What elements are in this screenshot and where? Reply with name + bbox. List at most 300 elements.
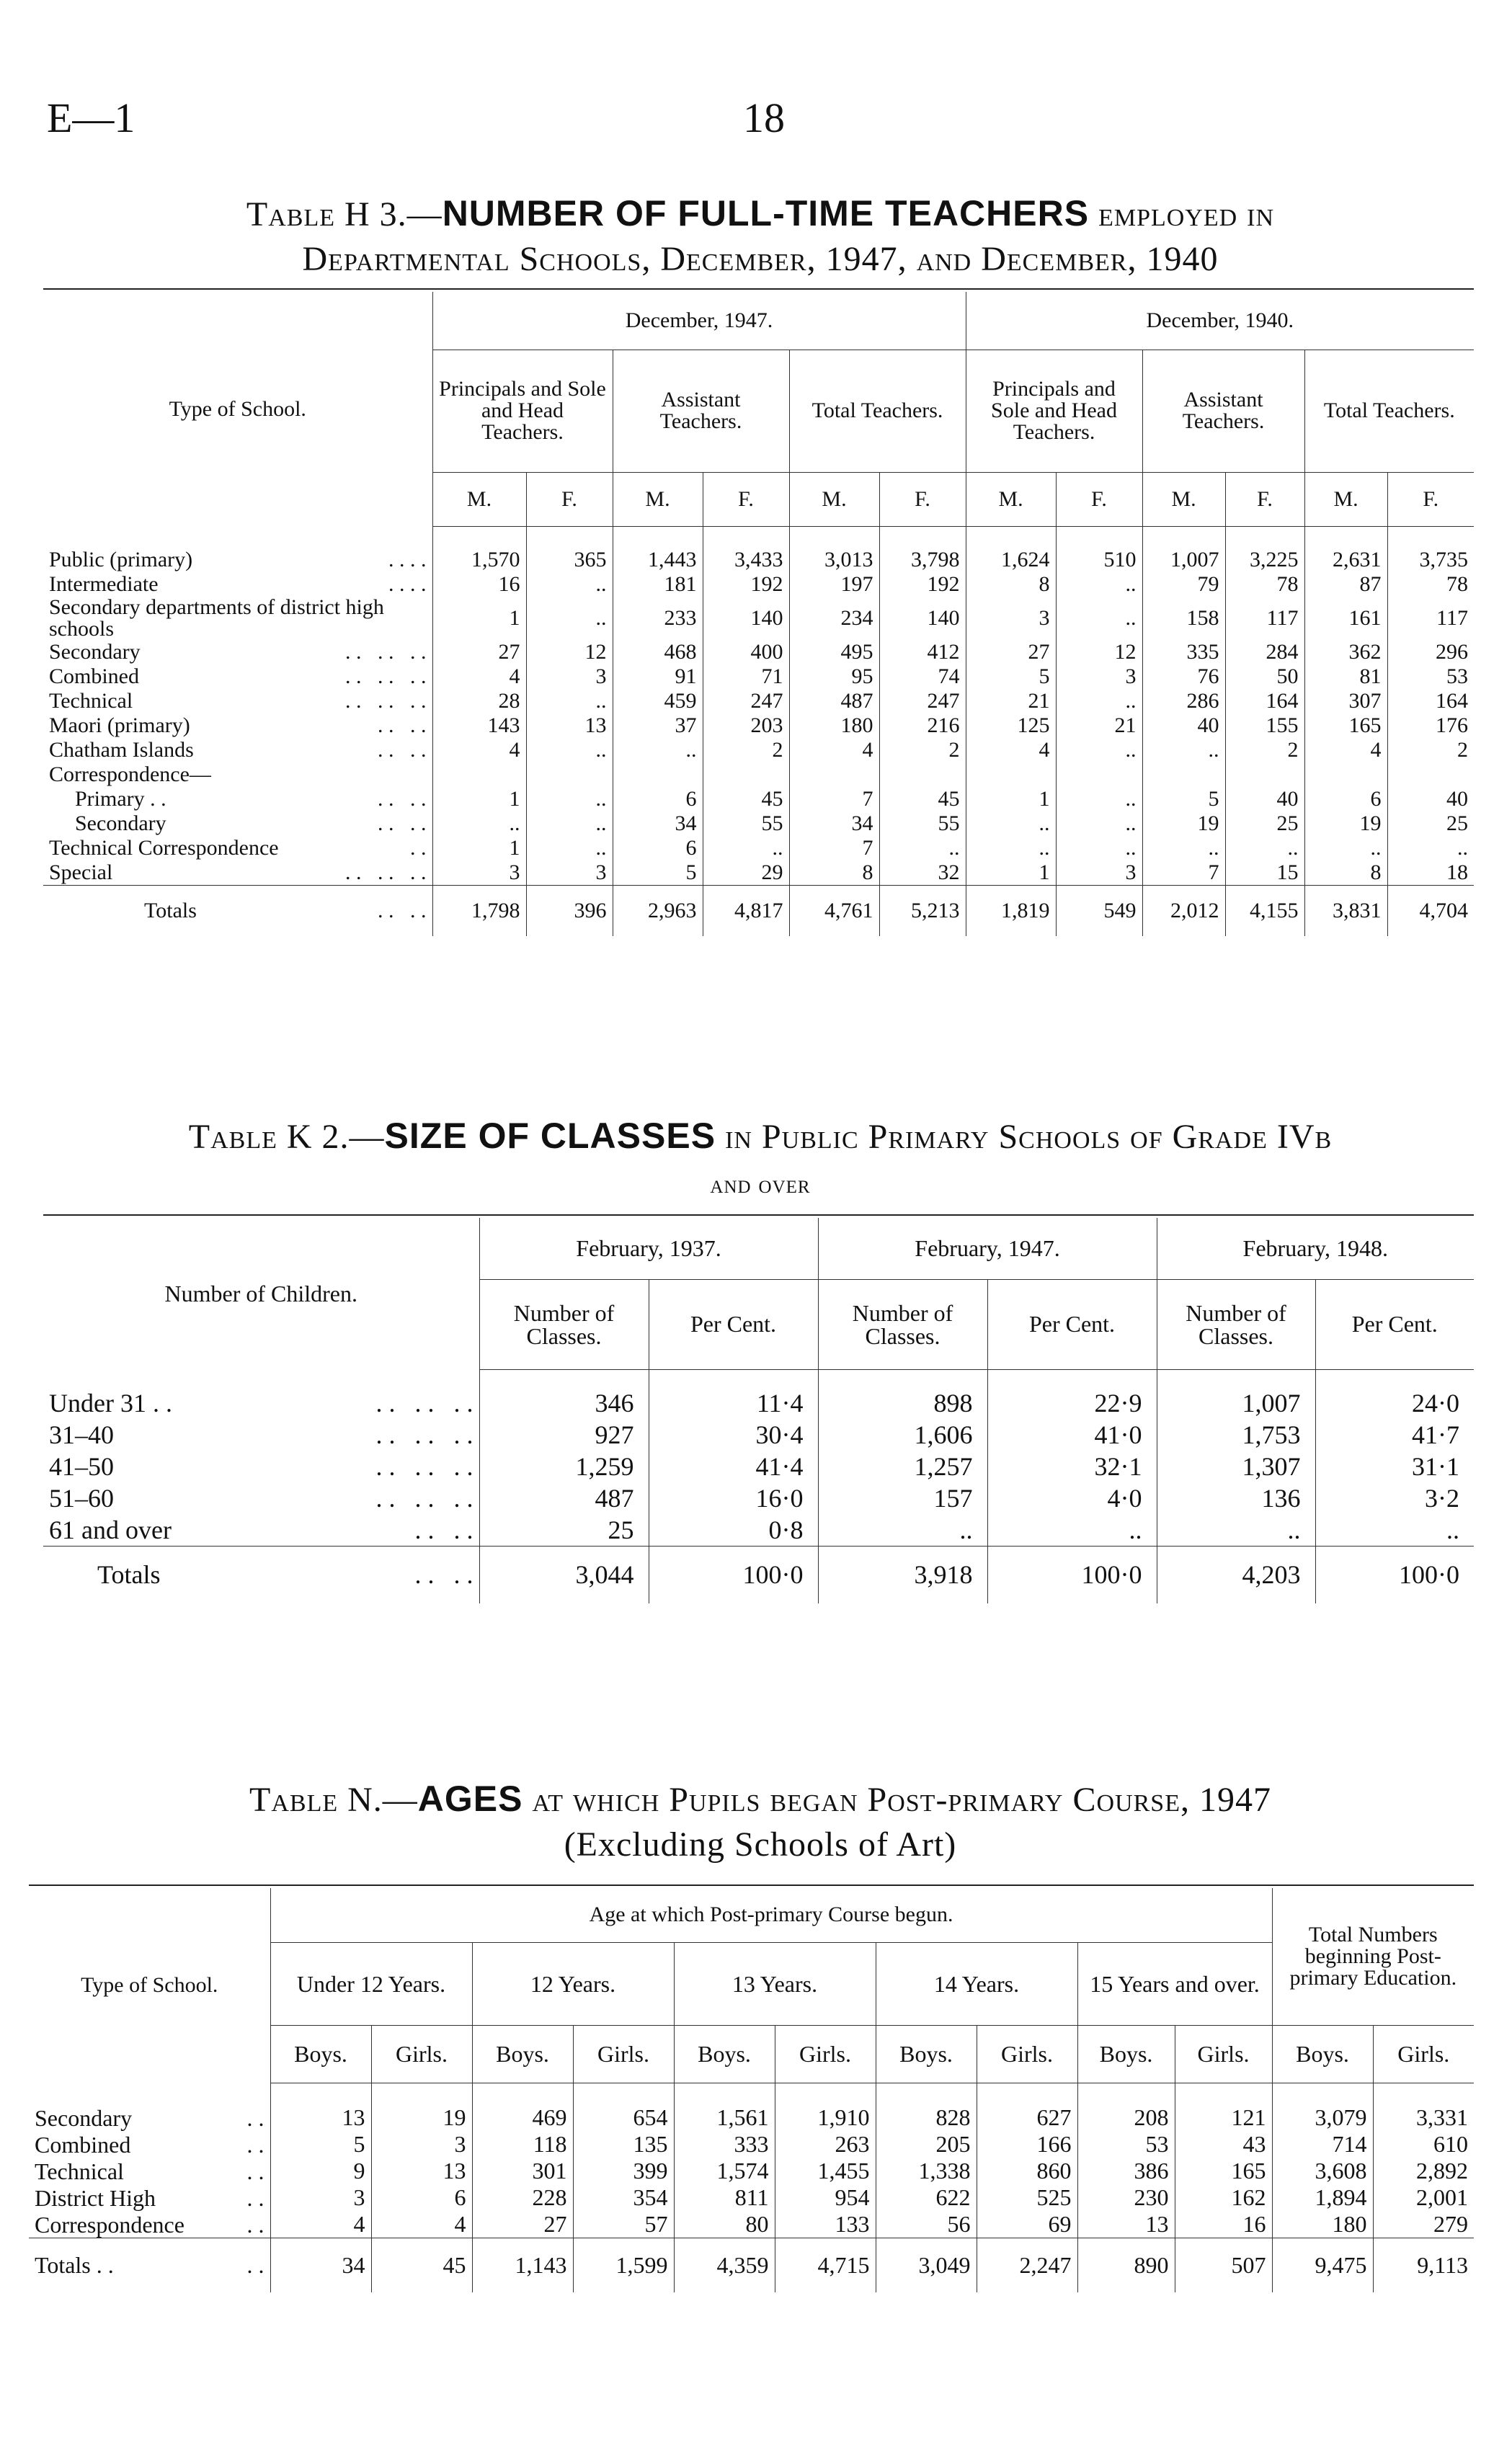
- table-row: [29, 2104, 1474, 2131]
- cell-value: 32·1: [987, 1451, 1157, 1482]
- cell-value: 301: [472, 2158, 573, 2184]
- cell-value: 549: [1056, 886, 1142, 936]
- cell-value: 3: [526, 860, 613, 886]
- cell-value: 4: [432, 664, 526, 689]
- spacer: [573, 2083, 674, 2104]
- cell-value: 208: [1077, 2104, 1175, 2131]
- cell-value: 346: [479, 1387, 649, 1419]
- leader-dots: . . . .: [388, 572, 427, 596]
- leader-dots: . . . .: [414, 1515, 473, 1544]
- cell-value: 2: [703, 738, 789, 762]
- spacer: [1225, 526, 1304, 548]
- cell-value: 164: [1225, 689, 1304, 713]
- row-label: [43, 597, 432, 640]
- row-label: [29, 2104, 270, 2131]
- cell-value: 25: [1387, 811, 1474, 836]
- cell-value: 860: [977, 2158, 1077, 2184]
- cell-value: 362: [1304, 640, 1387, 664]
- table-row: [29, 2131, 1474, 2158]
- row-label-text: Intermediate: [49, 572, 159, 596]
- row-label: [43, 713, 432, 738]
- boys-header: Boys.: [270, 2025, 371, 2083]
- cell-value: 510: [1056, 548, 1142, 572]
- cell-value: 117: [1225, 597, 1304, 640]
- totals-row: [43, 886, 1474, 936]
- cell-value: 0·8: [649, 1514, 818, 1546]
- cell-value: 12: [1056, 640, 1142, 664]
- boys-header: Boys.: [674, 2025, 775, 2083]
- row-label-text: 51–60: [49, 1484, 114, 1513]
- cell-value: 284: [1225, 640, 1304, 664]
- cell-value: 32: [879, 860, 966, 886]
- cell-value: 1,599: [573, 2238, 674, 2292]
- cell-value: 247: [703, 689, 789, 713]
- row-label-text: Maori (primary): [49, 713, 190, 737]
- cell-value: [1387, 762, 1474, 787]
- row-label-text: Totals: [144, 898, 197, 922]
- cell-value: 133: [775, 2211, 876, 2238]
- per-cent-header: Per Cent.: [1315, 1279, 1474, 1369]
- cell-value: 4,761: [789, 886, 879, 936]
- male-header: M.: [966, 472, 1056, 526]
- cell-value: 91: [613, 664, 703, 689]
- cell-value: 1,007: [1142, 548, 1225, 572]
- cell-value: 396: [526, 886, 613, 936]
- girls-header: Girls.: [573, 2025, 674, 2083]
- cell-value: 181: [613, 572, 703, 597]
- period-1947: December, 1947.: [432, 292, 966, 350]
- row-label-text: Under 31 . .: [49, 1389, 172, 1418]
- cell-value: 117: [1387, 597, 1474, 640]
- cell-value: 81: [1304, 664, 1387, 689]
- leader-dots: . . . .: [388, 548, 427, 571]
- cell-value: 3,013: [789, 548, 879, 572]
- cell-value: 71: [703, 664, 789, 689]
- cell-value: 78: [1225, 572, 1304, 597]
- spacer: [649, 1369, 818, 1387]
- leader-dots: . .: [246, 2252, 264, 2279]
- cell-value: 40: [1142, 713, 1225, 738]
- spacer: [526, 526, 613, 548]
- cell-value: ..: [1225, 836, 1304, 860]
- female-header: F.: [703, 472, 789, 526]
- row-label-text: Secondary departments of district high schools: [49, 597, 384, 640]
- age-group-header: Under 12 Years.: [270, 1942, 472, 2025]
- row-label-text: Chatham Islands: [49, 738, 194, 762]
- cell-value: ..: [987, 1514, 1157, 1546]
- children-header: Number of Children.: [164, 1280, 357, 1307]
- row-label-text: Combined: [49, 664, 139, 688]
- cell-value: 1,910: [775, 2104, 876, 2131]
- leader-dots: . . . .: [378, 738, 427, 762]
- cell-value: 136: [1157, 1482, 1315, 1514]
- leader-dots: . . . . . .: [345, 664, 427, 688]
- cell-value: 55: [703, 811, 789, 836]
- cell-value: 28: [432, 689, 526, 713]
- row-label: [43, 548, 432, 572]
- cell-value: 4: [270, 2211, 371, 2238]
- cell-value: 3,433: [703, 548, 789, 572]
- cell-value: 335: [1142, 640, 1225, 664]
- row-label-text: Totals: [97, 1560, 161, 1590]
- row-label-text: Primary . .: [75, 787, 166, 811]
- leader-dots: . .: [246, 2184, 264, 2211]
- cell-value: 828: [876, 2104, 977, 2131]
- female-header: F.: [1387, 472, 1474, 526]
- cell-value: 25: [1225, 811, 1304, 836]
- cell-value: 78: [1387, 572, 1474, 597]
- cell-value: 7: [1142, 860, 1225, 886]
- leader-dots: . . . . . .: [345, 689, 427, 713]
- table-n-title: Table N.—AGES at which Pupils began Post-primary Course, 1947 (Excluding Schools of Art): [249, 1779, 1271, 1864]
- leader-dots: . . . . . .: [345, 640, 427, 664]
- totals-row: [29, 2238, 1474, 2292]
- table-row: [43, 860, 1474, 886]
- cell-value: 74: [879, 664, 966, 689]
- row-label: [43, 572, 432, 597]
- cell-value: 386: [1077, 2158, 1175, 2184]
- cell-value: 180: [789, 713, 879, 738]
- spacer: [876, 2083, 977, 2104]
- cell-value: [1304, 762, 1387, 787]
- cell-value: 25: [479, 1514, 649, 1546]
- cell-value: [432, 762, 526, 787]
- cell-value: 2,012: [1142, 886, 1225, 936]
- spacer: [29, 2083, 270, 2104]
- page-number: 18: [743, 94, 785, 141]
- row-label: [43, 1482, 479, 1514]
- row-label-text: Technical: [49, 689, 133, 713]
- cell-value: 507: [1175, 2238, 1272, 2292]
- cell-value: 610: [1373, 2131, 1474, 2158]
- cell-value: 157: [818, 1482, 987, 1514]
- cell-value: 1,443: [613, 548, 703, 572]
- leader-dots: . . . . . .: [375, 1420, 473, 1449]
- cell-value: 53: [1077, 2131, 1175, 2158]
- spacer: [818, 1369, 987, 1387]
- cell-value: 286: [1142, 689, 1225, 713]
- cell-value: 30·4: [649, 1419, 818, 1451]
- cell-value: 6: [371, 2184, 472, 2211]
- cell-value: 495: [789, 640, 879, 664]
- leader-dots: . .: [410, 836, 427, 860]
- cell-value: 2: [1387, 738, 1474, 762]
- male-header: M.: [1142, 472, 1225, 526]
- cell-value: [966, 762, 1056, 787]
- spacer: [43, 1369, 479, 1387]
- cell-value: 954: [775, 2184, 876, 2211]
- spacer: [1157, 1369, 1315, 1387]
- cell-value: 21: [966, 689, 1056, 713]
- female-header: F.: [526, 472, 613, 526]
- table-row: [29, 2211, 1474, 2238]
- cell-value: 4,715: [775, 2238, 876, 2292]
- cell-value: 890: [1077, 2238, 1175, 2292]
- cell-value: 4: [1304, 738, 1387, 762]
- cell-value: 1,798: [432, 886, 526, 936]
- row-label: [29, 2211, 270, 2238]
- cell-value: 234: [789, 597, 879, 640]
- cell-value: 16: [432, 572, 526, 597]
- row-label-text: Secondary: [75, 811, 166, 835]
- period-1940: December, 1940.: [966, 292, 1474, 350]
- cell-value: 2,247: [977, 2238, 1077, 2292]
- group-principals: Principals and Sole and Head Teachers.: [432, 350, 613, 472]
- cell-value: 3,044: [479, 1546, 649, 1603]
- cell-value: 1: [966, 787, 1056, 811]
- table-row: [43, 787, 1474, 811]
- cell-value: 5,213: [879, 886, 966, 936]
- table-k2: [43, 1218, 1474, 1603]
- male-header: M.: [432, 472, 526, 526]
- cell-value: 50: [1225, 664, 1304, 689]
- spacer: [270, 2083, 371, 2104]
- cell-value: 1,307: [1157, 1451, 1315, 1482]
- group-assistant: Assistant Teachers.: [1142, 350, 1304, 472]
- row-label: [29, 2158, 270, 2184]
- total-numbers-header: Total Numbers beginning Post-primary Education.: [1272, 1888, 1474, 2025]
- cell-value: 7: [789, 787, 879, 811]
- cell-value: 714: [1272, 2131, 1373, 2158]
- cell-value: 333: [674, 2131, 775, 2158]
- cell-value: ..: [879, 836, 966, 860]
- cell-value: 230: [1077, 2184, 1175, 2211]
- cell-value: 1,894: [1272, 2184, 1373, 2211]
- cell-value: 41·4: [649, 1451, 818, 1482]
- row-label-text: 61 and over: [49, 1515, 172, 1544]
- cell-value: ..: [613, 738, 703, 762]
- cell-value: ..: [1056, 811, 1142, 836]
- cell-value: 18: [1387, 860, 1474, 886]
- cell-value: 203: [703, 713, 789, 738]
- cell-value: 233: [613, 597, 703, 640]
- cell-value: 100·0: [649, 1546, 818, 1603]
- cell-value: 1,570: [432, 548, 526, 572]
- type-header: Type of School.: [81, 1973, 218, 1997]
- cell-value: ..: [526, 572, 613, 597]
- spacer: [966, 526, 1056, 548]
- cell-value: [703, 762, 789, 787]
- cell-value: 622: [876, 2184, 977, 2211]
- cell-value: 3: [432, 860, 526, 886]
- table-n: [29, 1888, 1474, 2292]
- cell-value: 9: [270, 2158, 371, 2184]
- cell-value: 8: [966, 572, 1056, 597]
- cell-value: 76: [1142, 664, 1225, 689]
- leader-dots: . . . .: [378, 787, 427, 811]
- spacer: [703, 526, 789, 548]
- cell-value: 40: [1387, 787, 1474, 811]
- cell-value: 307: [1304, 689, 1387, 713]
- cell-value: [1142, 762, 1225, 787]
- cell-value: ..: [1157, 1514, 1315, 1546]
- row-label-text: Combined: [35, 2131, 131, 2158]
- cell-value: 164: [1387, 689, 1474, 713]
- table-row: [43, 548, 1474, 572]
- cell-value: 9,475: [1272, 2238, 1373, 2292]
- male-header: M.: [613, 472, 703, 526]
- cell-value: 469: [472, 2104, 573, 2131]
- cell-value: 100·0: [987, 1546, 1157, 1603]
- cell-value: 525: [977, 2184, 1077, 2211]
- boys-header: Boys.: [1077, 2025, 1175, 2083]
- girls-header: Girls.: [775, 2025, 876, 2083]
- cell-value: 1,143: [472, 2238, 573, 2292]
- cell-value: 87: [1304, 572, 1387, 597]
- spacer: [1272, 2083, 1373, 2104]
- cell-value: 143: [432, 713, 526, 738]
- row-label: [43, 860, 432, 886]
- spacer: [1373, 2083, 1474, 2104]
- spacer: [1304, 526, 1387, 548]
- spacer: [479, 1369, 649, 1387]
- male-header: M.: [789, 472, 879, 526]
- cell-value: 180: [1272, 2211, 1373, 2238]
- row-label: [43, 886, 432, 936]
- table-row: [43, 572, 1474, 597]
- cell-value: 1,574: [674, 2158, 775, 2184]
- cell-value: 16: [1175, 2211, 1272, 2238]
- female-header: F.: [1056, 472, 1142, 526]
- table-row: [43, 738, 1474, 762]
- cell-value: 2,631: [1304, 548, 1387, 572]
- cell-value: 155: [1225, 713, 1304, 738]
- cell-value: 627: [977, 2104, 1077, 2131]
- spacer: [1315, 1369, 1474, 1387]
- cell-value: 3,331: [1373, 2104, 1474, 2131]
- table-row: [29, 2158, 1474, 2184]
- cell-value: 192: [879, 572, 966, 597]
- cell-value: ..: [526, 811, 613, 836]
- cell-value: 45: [371, 2238, 472, 2292]
- table-row: [43, 1451, 1474, 1482]
- leader-dots: . . . . . .: [375, 1452, 473, 1481]
- rule: [43, 288, 1474, 290]
- rule: [29, 1884, 1474, 1886]
- cell-value: ..: [1142, 738, 1225, 762]
- cell-value: 1,753: [1157, 1419, 1315, 1451]
- cell-value: 263: [775, 2131, 876, 2158]
- group-total: Total Teachers.: [789, 350, 966, 472]
- row-label-text: Technical Correspondence: [49, 836, 279, 860]
- cell-value: 53: [1387, 664, 1474, 689]
- cell-value: 1: [432, 836, 526, 860]
- row-label-text: Totals . .: [35, 2252, 114, 2279]
- cell-value: ..: [1056, 689, 1142, 713]
- cell-value: 15: [1225, 860, 1304, 886]
- cell-value: 205: [876, 2131, 977, 2158]
- cell-value: 654: [573, 2104, 674, 2131]
- leader-dots: . . . .: [378, 811, 427, 835]
- page-code: E—1: [47, 94, 135, 141]
- cell-value: 5: [613, 860, 703, 886]
- type-header: Type of School.: [169, 396, 306, 421]
- cell-value: 21: [1056, 713, 1142, 738]
- female-header: F.: [879, 472, 966, 526]
- spacer: [613, 526, 703, 548]
- table-row: [43, 1482, 1474, 1514]
- girls-header: Girls.: [1175, 2025, 1272, 2083]
- per-cent-header: Per Cent.: [987, 1279, 1157, 1369]
- row-label: [43, 689, 432, 713]
- leader-dots: . . . .: [378, 713, 427, 737]
- table-row: [43, 1514, 1474, 1546]
- table-k2-title: Table K 2.—SIZE OF CLASSES in Public Primary Schools of Grade IVb and over: [188, 1116, 1333, 1198]
- spacer: [432, 526, 526, 548]
- table-row: [43, 640, 1474, 664]
- row-label-text: Secondary: [35, 2104, 133, 2131]
- cell-value: [1225, 762, 1304, 787]
- spacer: [789, 526, 879, 548]
- cell-value: 4,155: [1225, 886, 1304, 936]
- cell-value: [613, 762, 703, 787]
- row-label-text: 41–50: [49, 1452, 114, 1481]
- cell-value: 24·0: [1315, 1387, 1474, 1419]
- cell-value: 11·4: [649, 1387, 818, 1419]
- cell-value: 1,455: [775, 2158, 876, 2184]
- cell-value: 3,831: [1304, 886, 1387, 936]
- cell-value: 247: [879, 689, 966, 713]
- cell-value: 5: [1142, 787, 1225, 811]
- boys-header: Boys.: [1272, 2025, 1373, 2083]
- cell-value: [789, 762, 879, 787]
- cell-value: 1,819: [966, 886, 1056, 936]
- boys-header: Boys.: [876, 2025, 977, 2083]
- cell-value: 19: [371, 2104, 472, 2131]
- cell-value: 9,113: [1373, 2238, 1474, 2292]
- cell-value: 459: [613, 689, 703, 713]
- period-1947: February, 1947.: [818, 1218, 1157, 1279]
- cell-value: 41·0: [987, 1419, 1157, 1451]
- cell-value: 176: [1387, 713, 1474, 738]
- row-label-text: Correspondence—: [49, 762, 211, 786]
- cell-value: 19: [1304, 811, 1387, 836]
- cell-value: 166: [977, 2131, 1077, 2158]
- row-label: [29, 2184, 270, 2211]
- cell-value: ..: [1056, 738, 1142, 762]
- cell-value: 100·0: [1315, 1546, 1474, 1603]
- spacer: [879, 526, 966, 548]
- cell-value: ..: [526, 787, 613, 811]
- cell-value: 3,798: [879, 548, 966, 572]
- row-label-text: District High: [35, 2184, 156, 2211]
- cell-value: 927: [479, 1419, 649, 1451]
- rule: [43, 1214, 1474, 1216]
- cell-value: 1,007: [1157, 1387, 1315, 1419]
- cell-value: 1,259: [479, 1451, 649, 1482]
- row-label: [43, 1546, 479, 1603]
- age-group-header: 13 Years.: [674, 1942, 876, 2025]
- table-row: [43, 597, 1474, 640]
- table-row: [29, 2184, 1474, 2211]
- cell-value: 3,225: [1225, 548, 1304, 572]
- cell-value: 228: [472, 2184, 573, 2211]
- cell-value: 4·0: [987, 1482, 1157, 1514]
- cell-value: 45: [879, 787, 966, 811]
- group-total: Total Teachers.: [1304, 350, 1474, 472]
- cell-value: 8: [789, 860, 879, 886]
- cell-value: 19: [1142, 811, 1225, 836]
- male-header: M.: [1304, 472, 1387, 526]
- cell-value: 1: [966, 860, 1056, 886]
- spacer: [1142, 526, 1225, 548]
- cell-value: 487: [479, 1482, 649, 1514]
- spacer: [775, 2083, 876, 2104]
- cell-value: 135: [573, 2131, 674, 2158]
- row-label: [43, 787, 432, 811]
- cell-value: 1,338: [876, 2158, 977, 2184]
- cell-value: 399: [573, 2158, 674, 2184]
